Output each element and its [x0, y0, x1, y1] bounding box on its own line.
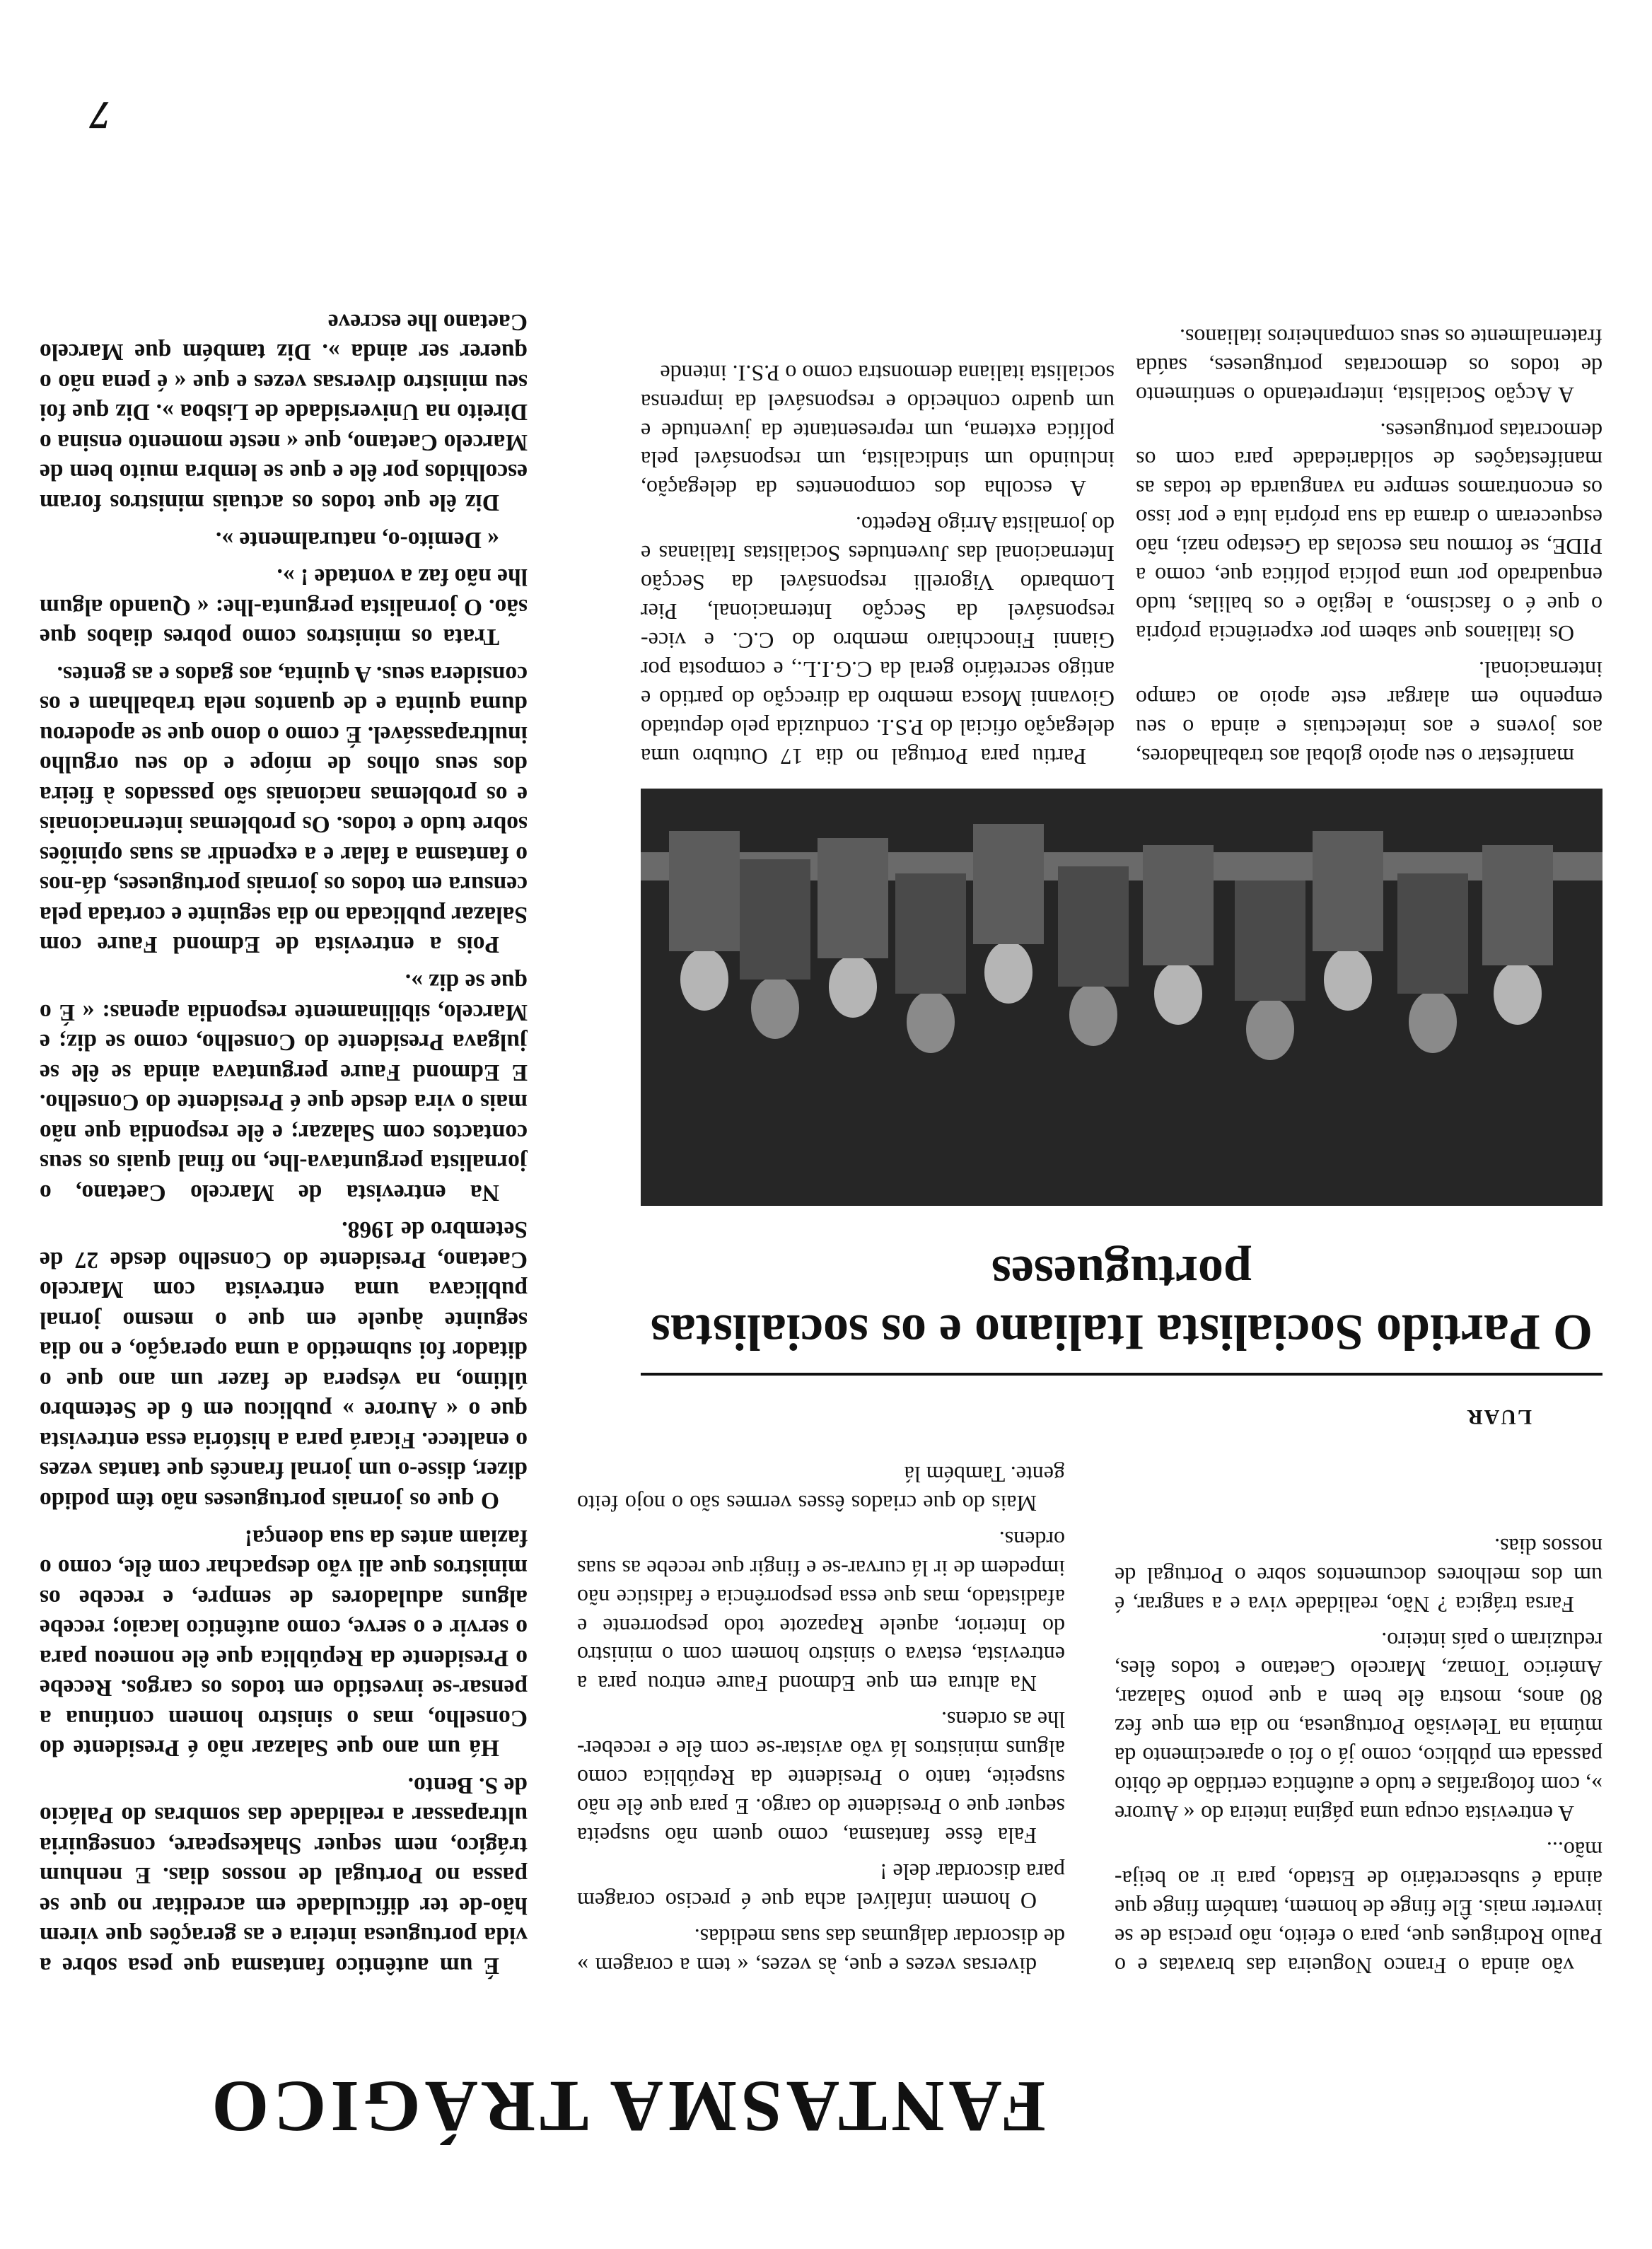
paragraph: O homem infalível acha que é preciso coragem para discordar dele !: [577, 1859, 1065, 1914]
person-figure-body: [1397, 873, 1468, 994]
paragraph: Na altura em que Edmond Faure entrou para a entrevista, estava o sinistro homem com o ministro do Interior, aquele Rapazote todo pesporrente e afadistado, mas que essa pesporrência e fadistice não impedem de ir lá curvar-se e fingir que recebe as suas ordens.: [577, 1526, 1065, 1697]
person-figure: [1409, 991, 1457, 1053]
article-title: O Partido Socialista Italiano e os socialistas portugueses: [651, 1245, 1593, 1361]
person-figure: [1324, 948, 1372, 1011]
column-middle-text: [577, 1453, 1065, 1980]
person-figure: [1246, 998, 1294, 1060]
paragraph: Pois a entrevista de Edmond Faure com Salazar publicada no dia seguinte e cortada pela censura em todos os jornais portugueses, dá-nos o fantasma a falar e a expendir as suas opiniões sobre tudo e todos. Os problemas internacionais e os problemas nacionais são passados à fieira dos seus olhos de míope e do seu orgulho inultrapassável. É como o dono que se apoderou duma quinta e de quantos nela trabalham e os considera seus. A quinta, aos gados e as gentes.: [40, 661, 528, 958]
paragraph: A escolha dos componentes da delegação, incluindo um sindicalista, um responsável pela política externa, um representante da juventude e um quadro conhecido e responsável da imprensa socialista italiana demonstra como o P.S.I. intende: [641, 360, 1115, 502]
article-column-a: [641, 351, 1115, 771]
paragraph: A entrevista ocupa uma página inteira do « Aurore », com fotografias e tudo e autêntica certidão de óbito passada em público, como já o foi o aparecimento da múmia na Televisão Portuguesa, no dia em que fez 80 anos, mostra êle bem a que ponto Salazar, Américo Tomaz, Marcelo Caetano e todos êles, reduziram o país inteiro.: [1115, 1627, 1602, 1827]
main-title: FANTASMA TRÁGICO: [207, 2066, 1046, 2147]
paragraph: Farsa trágica ? Não, realidade viva e a sangrar, é um dos melhores documentos sobre o Portugal de nossos dias.: [1115, 1533, 1602, 1617]
person-figure-body: [1058, 866, 1129, 987]
photo-image: [641, 789, 1602, 1206]
paragraph: Mais do que criados êsses vermes são o nojo feito gente. Também lá: [577, 1461, 1065, 1516]
person-figure: [984, 941, 1032, 1004]
person-figure: [907, 991, 955, 1053]
person-figure: [751, 977, 799, 1039]
person-figure: [1494, 963, 1542, 1025]
person-figure-body: [895, 873, 966, 994]
article-column-b: [1136, 315, 1602, 771]
paragraph: O que os jornais portugueses não têm podido dizer, disse-o um jornal francês que tantas vezes o enaltece. Ficará para a história essa entrevista que o « Aurore » publicou em 6 de Setembro último, na véspera de fazer um ano que o ditador foi submetido a uma operação, e no dia seguinte àquele em que o mesmo jornal publicava uma entrevista com Marcelo Caetano, Presidente do Conselho desde 27 de Setembro de 1968.: [40, 1216, 528, 1514]
person-figure-body: [1235, 881, 1305, 1001]
signature: LUAR: [1465, 1405, 1532, 1429]
person-figure-body: [973, 824, 1044, 944]
person-figure: [829, 955, 877, 1018]
paragraph: « Demito-o, naturalmente ».: [216, 526, 499, 553]
person-figure-body: [740, 859, 810, 980]
paragraph: Trata os ministros como pobres diabos que são. O jornalista pergunta-lhe: « Quando algum lhe não faz a vontade ! ».: [40, 564, 528, 651]
column-left-text: [40, 299, 528, 1980]
person-figure-body: [1313, 831, 1383, 951]
paragraph: manifestar o seu apoio global aos trabalhadores, aos jovens e aos intelectuais e ainda o seu empenho em alargar este apoio ao campo internacional.: [1136, 657, 1602, 769]
paragraph: Há um ano que Salazar não é Presidente do Conselho, mas o sinistro homem continua a pensar-se investido em todos os cargos. Recebe o Presidente da República que êle nomeou para o servir e o serve, como autêntico lacaio; recebe alguns aduladores de sempre, e recebe os ministros que ali vão despachar com êle, como o faziam antes da sua doença!: [40, 1524, 528, 1762]
page-number: 7: [91, 93, 110, 136]
paragraph: vão ainda o Franco Nogueira das bravatas e o Paulo Rodrigues que, para o efeito, não precisa de se inverter mais. Êle finge de homem, também finge que ainda é subsecretário de Estado, para ir ao beija-mão...: [1115, 1837, 1602, 1979]
crowd-photo: [641, 789, 1602, 1206]
person-figure-body: [1482, 845, 1553, 965]
paragraph: Diz êle que todos os actuais ministros foram escolhidos por êle e que se lembra muito bem de Marcelo Caetano, que « neste momento ensina o Direito na Universidade de Lisboa ». Diz que foi seu ministro diversas vezes e que « é pena não o querer ser ainda ». Diz também que Marcelo Caetano lhe escreve: [40, 308, 528, 516]
paragraph: Fala êsse fantasma, como quem não suspeita sequer que o Presidente do cargo. E para que êle não suspeite, tanto o Presidente da República como alguns ministros lá vão avistar-se com êle e receber-lhe as ordens.: [577, 1707, 1065, 1849]
column-right-text: [1115, 1525, 1602, 1980]
person-figure-body: [818, 838, 888, 958]
paragraph: diversas vezes e que, às vezes, « tem a coragem » de discordar dalgumas das suas medidas.: [577, 1924, 1065, 1979]
paragraph: Partiu para Portugal no dia 17 Outubro uma delegação oficial do P.S.I. conduzida pelo deputado Giovanni Mosca membro da direcção do partido e antigo secretário geral da C.G.I.L., e composta por Gianni Finocchiaro membro do C.C. e vice-responsável da Secção Internacional, Pier Lombardo Vigorelli responsável da Secção Internacional das Juventudes Socialistas Italianas e do jornalista Arrigo Repetto.: [641, 512, 1115, 769]
person-figure: [680, 948, 728, 1011]
person-figure: [1069, 984, 1117, 1046]
person-figure: [1154, 963, 1202, 1025]
paragraph: Na entrevista de Marcelo Caetano, o jornalista perguntava-lhe, no final quais os seus contactos com Salazar; e êle respondia que não mais o vira desde que é Presidente do Conselho. E Edmond Faure perguntava ainda se êle se julgava Presidente do Conselho, como se diz; e Marcelo, sibilinamente respondia apenas: « É o que se diz ».: [40, 969, 528, 1206]
person-figure-body: [669, 831, 740, 951]
person-figure-body: [1143, 845, 1214, 965]
paragraph: É um autêntico fantasma que pesa sobre a vida portuguesa inteira e as gerações que virem hão-de ter dificuldade em acreditar no que se passa no Portugal de nossos dias. E nenhum trágico, nem sequer Shakespeare, conseguiria ultrapassar a realidade das sombras do Palácio de S. Bento.: [40, 1772, 528, 1979]
paragraph: Os italianos que sabem por experiência própria o que é o fascismo, a legião e os balilas, tudo enquadrado por uma polícia política que, como a PIDE, se formou nas escolas da Gestapo nazi, não esqueceram o drama da sua própria luta e por isso os encontramos sempre na vanguarda de todas as manifestações de solidariedade para com os democratas portugueses.: [1136, 418, 1602, 647]
paragraph: A Acção Socialista, interpretando o sentimento de todos os democratas portugueses, saúda fraternalmente os seus companheiros italianos.: [1136, 324, 1602, 408]
article-divider-rule: [641, 1373, 1602, 1376]
